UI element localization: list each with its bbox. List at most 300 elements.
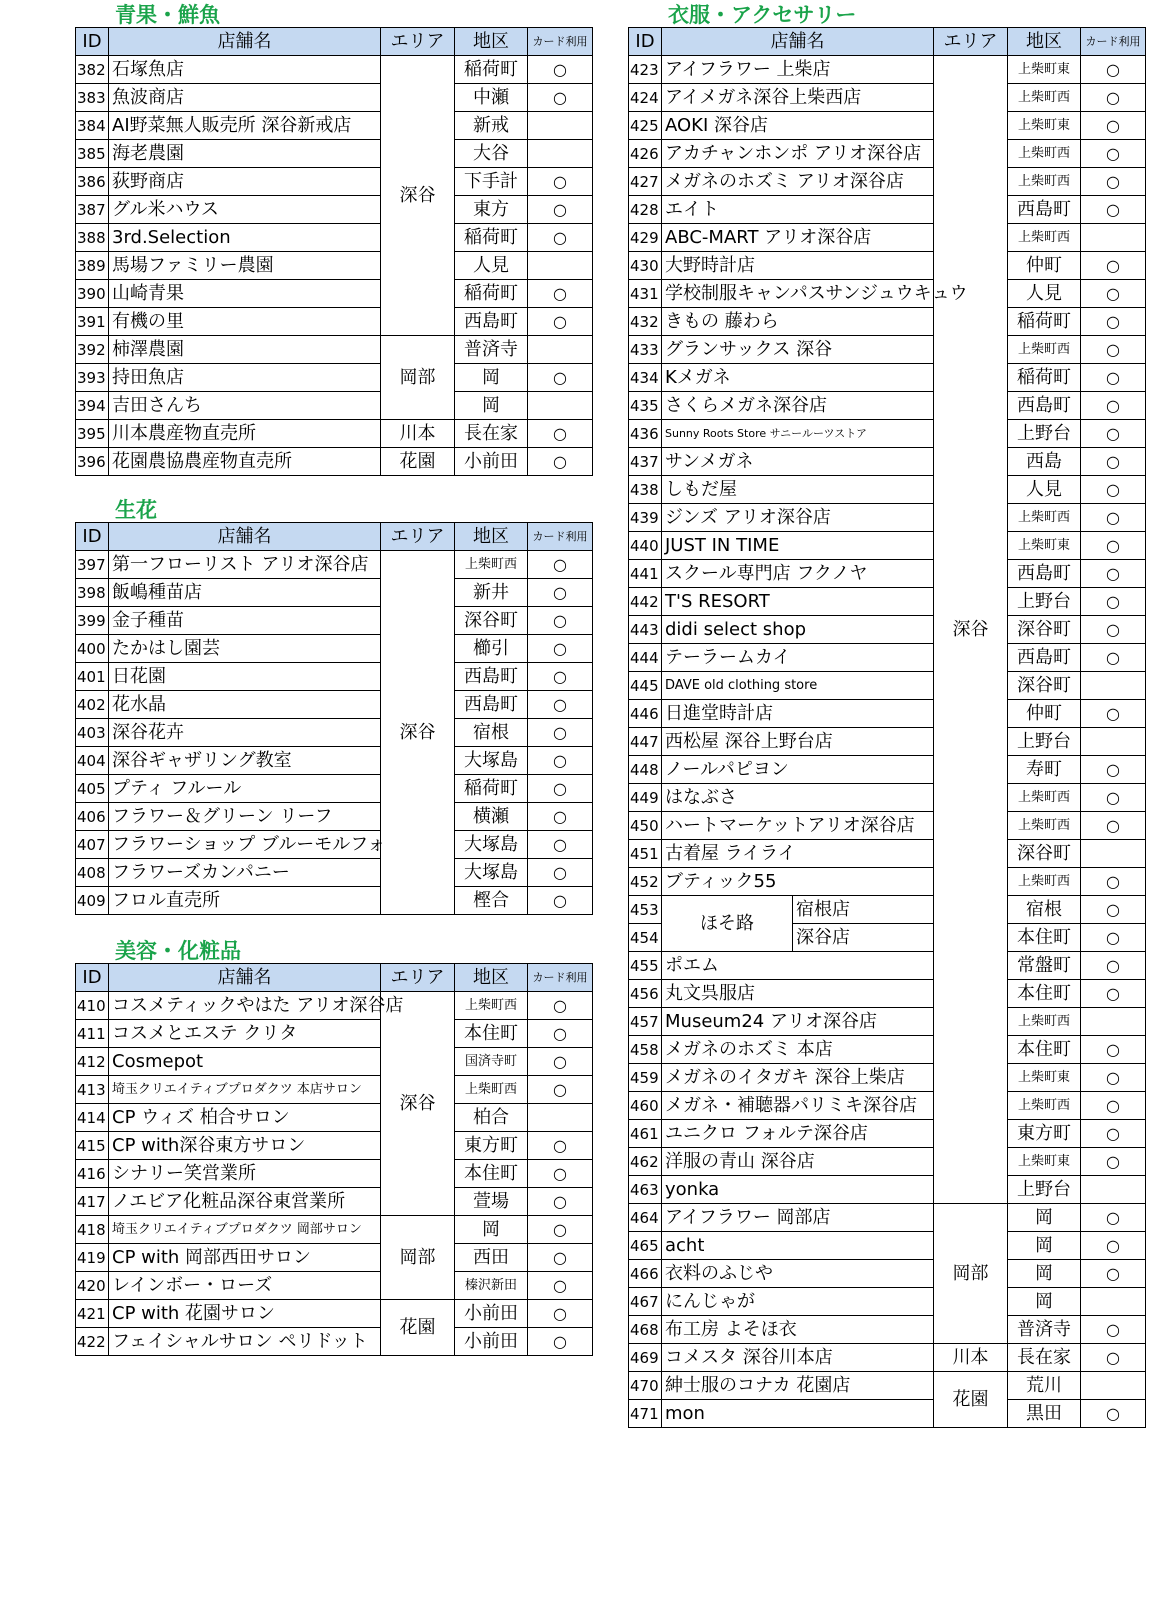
cell-card: ○ (1081, 336, 1146, 364)
cell-name: プティ フルール (109, 775, 381, 803)
cell-district: 上柴町西 (1008, 140, 1081, 168)
cell-id: 467 (629, 1288, 662, 1316)
cell-id: 432 (629, 308, 662, 336)
cell-card: ○ (1081, 868, 1146, 896)
cell-id: 409 (76, 887, 109, 915)
table-row (76, 992, 593, 1020)
cell-district: 深谷町 (1008, 616, 1081, 644)
cell-district: 深谷町 (1008, 840, 1081, 868)
cell-card: ○ (1081, 616, 1146, 644)
cell-name: エイト (662, 196, 934, 224)
table-row (76, 1300, 593, 1328)
table-row (629, 1288, 1146, 1316)
cell-name: 深谷店 (796, 926, 850, 948)
cell-card (528, 252, 593, 280)
cell-district: 下手計 (455, 168, 528, 196)
cell-name: アカチャンホンポ アリオ深谷店 (662, 140, 934, 168)
header-district: 地区 (455, 964, 528, 992)
cell-card: ○ (528, 224, 593, 252)
cell-name-split (662, 896, 934, 952)
cell-district: 横瀬 (455, 803, 528, 831)
cell-card: ○ (1081, 980, 1146, 1008)
cell-card: ○ (1081, 532, 1146, 560)
cell-id: 423 (629, 56, 662, 84)
cell-district: 新戒 (455, 112, 528, 140)
cell-district: 深谷町 (1008, 672, 1081, 700)
table-row (76, 1216, 593, 1244)
cell-district: 西田 (455, 1244, 528, 1272)
table-row (629, 868, 1146, 896)
cell-card (528, 336, 593, 364)
cell-name: フラワーズカンパニー (109, 859, 381, 887)
cell-card: ○ (528, 579, 593, 607)
header-name: 店舗名 (109, 523, 381, 551)
cell-name: 深谷ギャザリング教室 (109, 747, 381, 775)
cell-district: 上柴町西 (455, 1076, 528, 1104)
cell-name: フラワー＆グリーン リーフ (109, 803, 381, 831)
cell-name: グル米ハウス (109, 196, 381, 224)
cell-id: 426 (629, 140, 662, 168)
table-row (76, 252, 593, 280)
table-row (629, 56, 1146, 84)
cell-id: 455 (629, 952, 662, 980)
table-row (76, 112, 593, 140)
cell-card: ○ (1081, 1400, 1146, 1428)
cell-name: CP with 花園サロン (109, 1300, 381, 1328)
cell-name: 大野時計店 (662, 252, 934, 280)
cell-card (528, 112, 593, 140)
cell-id: 436 (629, 420, 662, 448)
table-row (629, 1344, 1146, 1372)
cell-card: ○ (1081, 420, 1146, 448)
cell-district: 新井 (455, 579, 528, 607)
cell-district: 稲荷町 (455, 56, 528, 84)
cell-area: 深谷 (381, 992, 455, 1216)
cell-card: ○ (528, 887, 593, 915)
header-area: エリア (381, 964, 455, 992)
cell-id: 427 (629, 168, 662, 196)
header-id: ID (629, 28, 662, 56)
cell-id: 403 (76, 719, 109, 747)
cell-card (1081, 840, 1146, 868)
cell-district: 上柴町東 (1008, 112, 1081, 140)
cell-area: 花園 (381, 448, 455, 476)
table-row (629, 980, 1146, 1008)
cell-id: 452 (629, 868, 662, 896)
cell-card: ○ (1081, 56, 1146, 84)
table-row (629, 784, 1146, 812)
cell-card: ○ (1081, 280, 1146, 308)
cell-card: ○ (1081, 1064, 1146, 1092)
cell-district: 東方 (455, 196, 528, 224)
table-row (76, 1020, 593, 1048)
cell-name: 荻野商店 (109, 168, 381, 196)
cell-id: 392 (76, 336, 109, 364)
cell-id: 418 (76, 1216, 109, 1244)
table-row (629, 336, 1146, 364)
cell-name: 深谷花卉 (109, 719, 381, 747)
cell-district: 岡 (1008, 1288, 1081, 1316)
cell-name: しもだ屋 (662, 476, 934, 504)
cell-name: AI野菜無人販売所 深谷新戒店 (109, 112, 381, 140)
cell-district: 上柴町東 (1008, 532, 1081, 560)
cell-card: ○ (528, 831, 593, 859)
cell-card: ○ (1081, 252, 1146, 280)
cell-card: ○ (528, 551, 593, 579)
cell-district: 稲荷町 (1008, 308, 1081, 336)
cell-district: 西島町 (1008, 644, 1081, 672)
cell-district: 長在家 (455, 420, 528, 448)
cell-card: ○ (1081, 1120, 1146, 1148)
cell-district: 西島町 (1008, 392, 1081, 420)
cell-district: 大塚島 (455, 831, 528, 859)
cell-district: 稲荷町 (1008, 364, 1081, 392)
cell-area: 深谷 (381, 551, 455, 915)
cell-card: ○ (528, 1076, 593, 1104)
cell-id: 460 (629, 1092, 662, 1120)
cell-name: アイフラワー 岡部店 (662, 1204, 934, 1232)
cell-card: ○ (528, 663, 593, 691)
cell-name: 西松屋 深谷上野台店 (662, 728, 934, 756)
table-row (76, 803, 593, 831)
cell-id: 470 (629, 1372, 662, 1400)
cell-district: 上野台 (1008, 588, 1081, 616)
cell-district: 国済寺町 (455, 1048, 528, 1076)
cell-name: 金子種苗 (109, 607, 381, 635)
cell-id: 451 (629, 840, 662, 868)
cell-id: 463 (629, 1176, 662, 1204)
cell-card: ○ (1081, 784, 1146, 812)
cell-area: 岡部 (934, 1204, 1008, 1344)
table-row (76, 1076, 593, 1104)
cell-id: 453 (629, 896, 662, 924)
cell-name: サンメガネ (662, 448, 934, 476)
cell-name: CP with深谷東方サロン (109, 1132, 381, 1160)
cell-name: JUST IN TIME (662, 532, 934, 560)
cell-name: 持田魚店 (109, 364, 381, 392)
cell-id: 437 (629, 448, 662, 476)
table-row (629, 1008, 1146, 1036)
cell-id: 399 (76, 607, 109, 635)
cell-id: 434 (629, 364, 662, 392)
cell-name: メガネのイタガキ 深谷上柴店 (662, 1064, 934, 1092)
cell-district: 樫合 (455, 887, 528, 915)
table-row (629, 1232, 1146, 1260)
cell-id: 435 (629, 392, 662, 420)
table-row (629, 1120, 1146, 1148)
cell-district: 人見 (1008, 280, 1081, 308)
cell-id: 397 (76, 551, 109, 579)
cell-name: コスメティックやはた アリオ深谷店 (109, 992, 381, 1020)
cell-district: 上柴町西 (1008, 168, 1081, 196)
cell-id: 446 (629, 700, 662, 728)
cell-district: 稲荷町 (455, 280, 528, 308)
cell-district: 岡 (1008, 1260, 1081, 1288)
cell-name: ブティック55 (662, 868, 934, 896)
cell-id: 402 (76, 691, 109, 719)
cell-card: ○ (1081, 812, 1146, 840)
cell-district: 人見 (455, 252, 528, 280)
table-row (76, 1244, 593, 1272)
cell-area: 深谷 (934, 56, 1008, 1204)
table-row (76, 84, 593, 112)
cell-id: 445 (629, 672, 662, 700)
cell-id: 416 (76, 1160, 109, 1188)
cell-district: 人見 (1008, 476, 1081, 504)
table-row (629, 84, 1146, 112)
table-row (76, 1272, 593, 1300)
cell-name: フラワーショップ ブルーモルフォ (109, 831, 381, 859)
cell-district: 仲町 (1008, 252, 1081, 280)
cell-name: スクール専門店 フクノヤ (662, 560, 934, 588)
table-row (76, 747, 593, 775)
cell-id: 400 (76, 635, 109, 663)
header-name: 店舗名 (662, 28, 934, 56)
cell-name: 魚波商店 (109, 84, 381, 112)
cell-id: 408 (76, 859, 109, 887)
cell-card: ○ (528, 364, 593, 392)
table-row (629, 448, 1146, 476)
table-beauty (75, 963, 593, 1356)
cell-name: コスメとエステ クリタ (109, 1020, 381, 1048)
cell-id: 413 (76, 1076, 109, 1104)
cell-name: mon (662, 1400, 934, 1428)
cell-name: ジンズ アリオ深谷店 (662, 504, 934, 532)
table-row (76, 336, 593, 364)
cell-name: アイフラワー 上柴店 (662, 56, 934, 84)
cell-district: 黒田 (1008, 1400, 1081, 1428)
cell-district: 上野台 (1008, 420, 1081, 448)
cell-name: ノールパピヨン (662, 756, 934, 784)
cell-name: フロル直売所 (109, 887, 381, 915)
cell-name: CP ウィズ 柏合サロン (109, 1104, 381, 1132)
cell-name: 海老農園 (109, 140, 381, 168)
cell-name: 古着屋 ライライ (662, 840, 934, 868)
cell-card: ○ (528, 1300, 593, 1328)
cell-name: ハートマーケットアリオ深谷店 (662, 812, 934, 840)
table-row (629, 1064, 1146, 1092)
cell-card: ○ (528, 859, 593, 887)
table-row (629, 1176, 1146, 1204)
cell-district: 上柴町西 (1008, 784, 1081, 812)
cell-id: 420 (76, 1272, 109, 1300)
cell-id: 410 (76, 992, 109, 1020)
cell-card: ○ (528, 1216, 593, 1244)
table-row (629, 280, 1146, 308)
cell-name: 宿根店 (793, 896, 934, 924)
cell-id: 391 (76, 308, 109, 336)
cell-district: 上柴町西 (1008, 1092, 1081, 1120)
cell-id: 443 (629, 616, 662, 644)
cell-id: 461 (629, 1120, 662, 1148)
cell-id: 449 (629, 784, 662, 812)
cell-card: ○ (1081, 476, 1146, 504)
cell-district: 東方町 (455, 1132, 528, 1160)
cell-district: 稲荷町 (455, 224, 528, 252)
cell-name: 衣料のふじや (662, 1260, 934, 1288)
table-row (629, 1316, 1146, 1344)
cell-card: ○ (528, 1188, 593, 1216)
cell-district: 大塚島 (455, 747, 528, 775)
table-row (76, 1328, 593, 1356)
header-card: カード利用 (1081, 28, 1146, 56)
header-name: 店舗名 (109, 964, 381, 992)
cell-district: 長在家 (1008, 1344, 1081, 1372)
cell-district: 本住町 (455, 1160, 528, 1188)
table-row (76, 280, 593, 308)
table-row (629, 532, 1146, 560)
table-row (76, 579, 593, 607)
cell-card: ○ (1081, 196, 1146, 224)
cell-id: 393 (76, 364, 109, 392)
cell-name: 埼玉クリエイティブプロダクツ 岡部サロン (109, 1216, 381, 1244)
cell-name: 布工房 よそほ衣 (662, 1316, 934, 1344)
cell-id: 405 (76, 775, 109, 803)
cell-district: 岡 (455, 1216, 528, 1244)
table-row (76, 775, 593, 803)
cell-id: 388 (76, 224, 109, 252)
cell-district: 上柴町西 (1008, 84, 1081, 112)
cell-id: 459 (629, 1064, 662, 1092)
table-row (629, 196, 1146, 224)
cell-name: 馬場ファミリー農園 (109, 252, 381, 280)
cell-id: 421 (76, 1300, 109, 1328)
cell-district: 本住町 (455, 1020, 528, 1048)
cell-name: 紳士服のコナカ 花園店 (662, 1372, 934, 1400)
cell-card: ○ (1081, 924, 1146, 952)
cell-district: 荒川 (1008, 1372, 1081, 1400)
table-row (629, 952, 1146, 980)
table-row (76, 607, 593, 635)
table-row (76, 691, 593, 719)
cell-card: ○ (528, 84, 593, 112)
cell-card (1081, 224, 1146, 252)
cell-id: 404 (76, 747, 109, 775)
table-row (76, 196, 593, 224)
cell-district: 上柴町西 (1008, 504, 1081, 532)
table-row (76, 663, 593, 691)
cell-id: 457 (629, 1008, 662, 1036)
cell-id: 468 (629, 1316, 662, 1344)
cell-id: 398 (76, 579, 109, 607)
table-row (76, 420, 593, 448)
cell-district: 中瀬 (455, 84, 528, 112)
cell-district: 上柴町西 (1008, 224, 1081, 252)
table-row (76, 719, 593, 747)
cell-card: ○ (1081, 392, 1146, 420)
cell-id: 428 (629, 196, 662, 224)
cell-name: didi select shop (662, 616, 934, 644)
cell-card: ○ (528, 635, 593, 663)
cell-id: 439 (629, 504, 662, 532)
cell-name: DAVE old clothing store (662, 672, 934, 700)
cell-card: ○ (528, 308, 593, 336)
cell-card: ○ (528, 1244, 593, 1272)
cell-district: 上柴町西 (1008, 812, 1081, 840)
cell-id: 458 (629, 1036, 662, 1064)
table-row (76, 224, 593, 252)
cell-id: 396 (76, 448, 109, 476)
table-header (76, 28, 593, 56)
cell-district: 深谷町 (455, 607, 528, 635)
table-header (76, 523, 593, 551)
cell-district: 寿町 (1008, 756, 1081, 784)
cell-id: 442 (629, 588, 662, 616)
table-row (76, 1048, 593, 1076)
cell-card: ○ (1081, 588, 1146, 616)
cell-card: ○ (1081, 1232, 1146, 1260)
cell-id: 433 (629, 336, 662, 364)
cell-name: ノエビア化粧品深谷東営業所 (109, 1188, 381, 1216)
cell-district: 西島町 (455, 663, 528, 691)
cell-card: ○ (528, 691, 593, 719)
cell-district: 萱場 (455, 1188, 528, 1216)
cell-id: 383 (76, 84, 109, 112)
cell-district: 上野台 (1008, 728, 1081, 756)
cell-name: T'S RESORT (662, 588, 934, 616)
table-row (629, 1092, 1146, 1120)
cell-card: ○ (1081, 952, 1146, 980)
table-flowers (75, 522, 593, 915)
section-title-flowers: 生花 (115, 498, 157, 522)
cell-id: 450 (629, 812, 662, 840)
cell-area: 深谷 (381, 56, 455, 336)
cell-name: CP with 岡部西田サロン (109, 1244, 381, 1272)
cell-area: 川本 (934, 1344, 1008, 1372)
table-row (629, 1260, 1146, 1288)
cell-card: ○ (1081, 1148, 1146, 1176)
cell-id: 386 (76, 168, 109, 196)
cell-name: 丸文呉服店 (662, 980, 934, 1008)
cell-card: ○ (1081, 448, 1146, 476)
header-id: ID (76, 523, 109, 551)
table-row (76, 140, 593, 168)
cell-name: Museum24 アリオ深谷店 (662, 1008, 934, 1036)
cell-card: ○ (528, 1272, 593, 1300)
cell-id: 424 (629, 84, 662, 112)
cell-card: ○ (528, 196, 593, 224)
cell-name: 第一フローリスト アリオ深谷店 (109, 551, 381, 579)
cell-id: 430 (629, 252, 662, 280)
table-row (629, 700, 1146, 728)
cell-name: アイメガネ深谷上柴西店 (662, 84, 934, 112)
cell-district: 上柴町東 (1008, 1064, 1081, 1092)
cell-card: ○ (1081, 1092, 1146, 1120)
cell-id: 441 (629, 560, 662, 588)
table-row (76, 1160, 593, 1188)
header-district: 地区 (1008, 28, 1081, 56)
cell-card: ○ (528, 280, 593, 308)
cell-card: ○ (528, 992, 593, 1020)
cell-district: 本住町 (1008, 924, 1081, 952)
cell-id: 440 (629, 532, 662, 560)
cell-name: テーラームカイ (662, 644, 934, 672)
header-area: エリア (381, 28, 455, 56)
cell-district: 上柴町西 (1008, 336, 1081, 364)
table-row (629, 616, 1146, 644)
cell-district: 西島町 (1008, 560, 1081, 588)
cell-card: ○ (1081, 560, 1146, 588)
cell-card: ○ (1081, 1036, 1146, 1064)
cell-name: acht (662, 1232, 934, 1260)
cell-district: 岡 (455, 392, 528, 420)
table-row (629, 252, 1146, 280)
cell-district: 普済寺 (455, 336, 528, 364)
cell-name: 学校制服キャンパスサンジュウキュウ (662, 280, 934, 308)
cell-card: ○ (528, 1048, 593, 1076)
cell-card: ○ (528, 607, 593, 635)
header-district: 地区 (455, 28, 528, 56)
